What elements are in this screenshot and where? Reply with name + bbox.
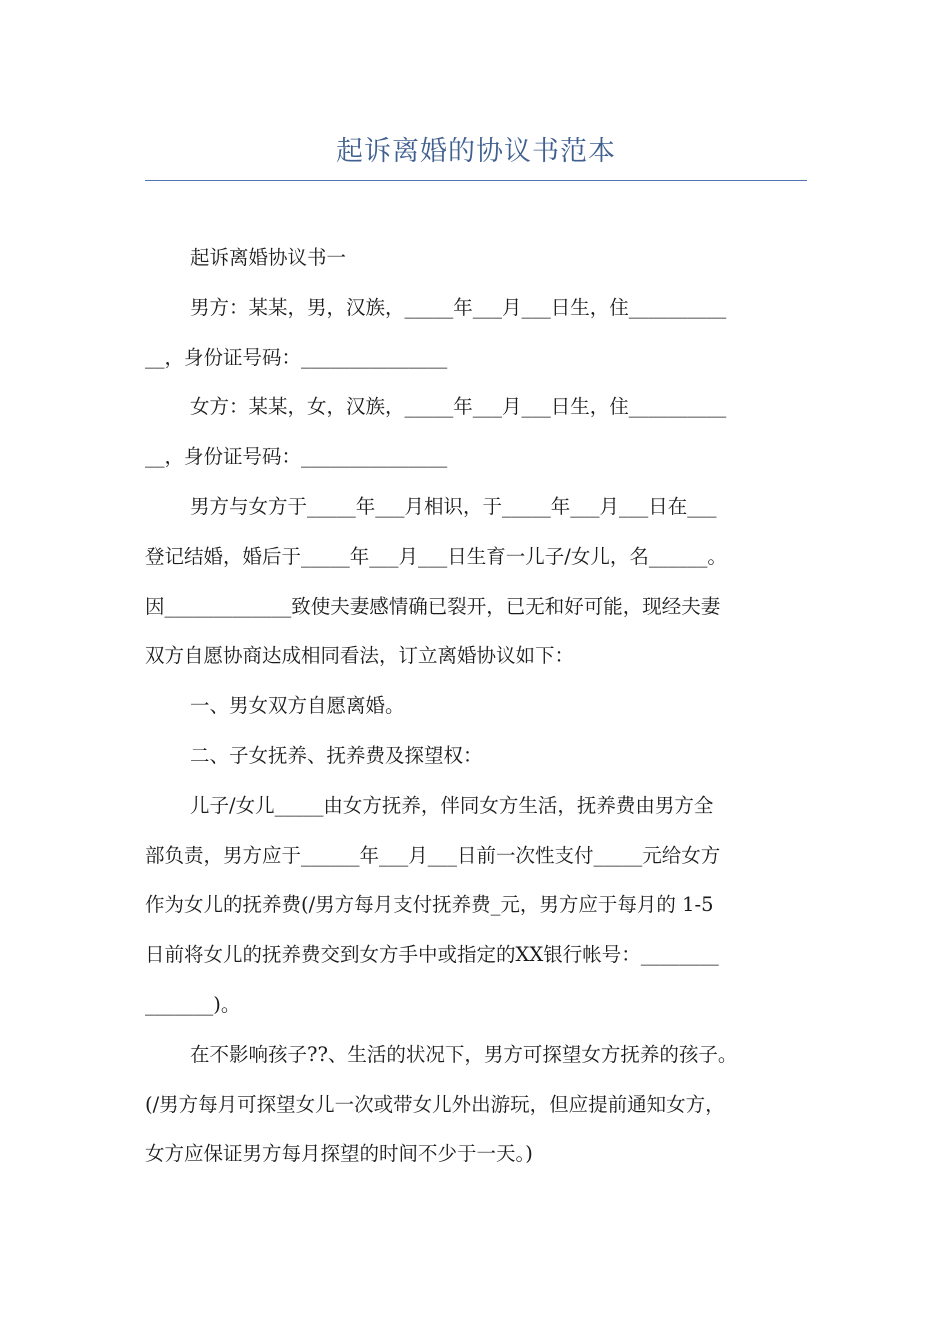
clause-line: 一、男女双方自愿离婚。 [190, 694, 405, 718]
document-title: 起诉离婚的协议书范本 [336, 136, 616, 167]
document-body [145, 233, 807, 1179]
paragraph-line: 因_____________致使夫妻感情确已裂开，已无和好可能，现经夫妻 [145, 594, 721, 618]
title-underline [145, 180, 807, 181]
paragraph-line: 双方自愿协商达成相同看法，订立离婚协议如下： [145, 644, 575, 668]
paragraph-line: _______)。 [145, 992, 241, 1016]
paragraph-line: 女方应保证男方每月探望的时间不少于一天。) [145, 1142, 533, 1166]
paragraph-line: __，身份证号码：_______________ [145, 445, 448, 469]
paragraph-line: 登记结婚，婚后于_____年___月___日生育一儿子/女儿，名______。 [145, 544, 727, 568]
clause-line: 二、子女抚养、抚养费及探望权： [190, 743, 483, 767]
paragraph-line: __，身份证号码：_______________ [145, 345, 448, 369]
paragraph-line: 男方与女方于_____年___月相识，于_____年___月___日在___ [190, 494, 717, 518]
paragraph-line: 作为女儿的抚养费(/男方每月支付抚养费_元，男方应于每月的 1-5 [145, 893, 714, 917]
paragraph-line: 男方：某某，男，汉族，_____年___月___日生，住__________ [190, 295, 727, 319]
paragraph-line: 儿子/女儿_____由女方抚养，伴同女方生活，抚养费由男方全 [190, 793, 714, 817]
paragraph-line: 在不影响孩子??、生活的状况下，男方可探望女方抚养的孩子。 [190, 1042, 738, 1066]
paragraph-line: 日前将女儿的抚养费交到女方手中或指定的XX银行帐号：________ [145, 943, 719, 967]
section-heading: 起诉离婚协议书一 [190, 246, 347, 269]
paragraph-line: 部负责，男方应于______年___月___日前一次性支付_____元给女方 [145, 843, 721, 867]
paragraph-line: 女方：某某，女，汉族，_____年___月___日生，住__________ [190, 395, 727, 419]
paragraph-line: (/男方每月可探望女儿一次或带女儿外出游玩，但应提前通知女方， [145, 1092, 725, 1116]
